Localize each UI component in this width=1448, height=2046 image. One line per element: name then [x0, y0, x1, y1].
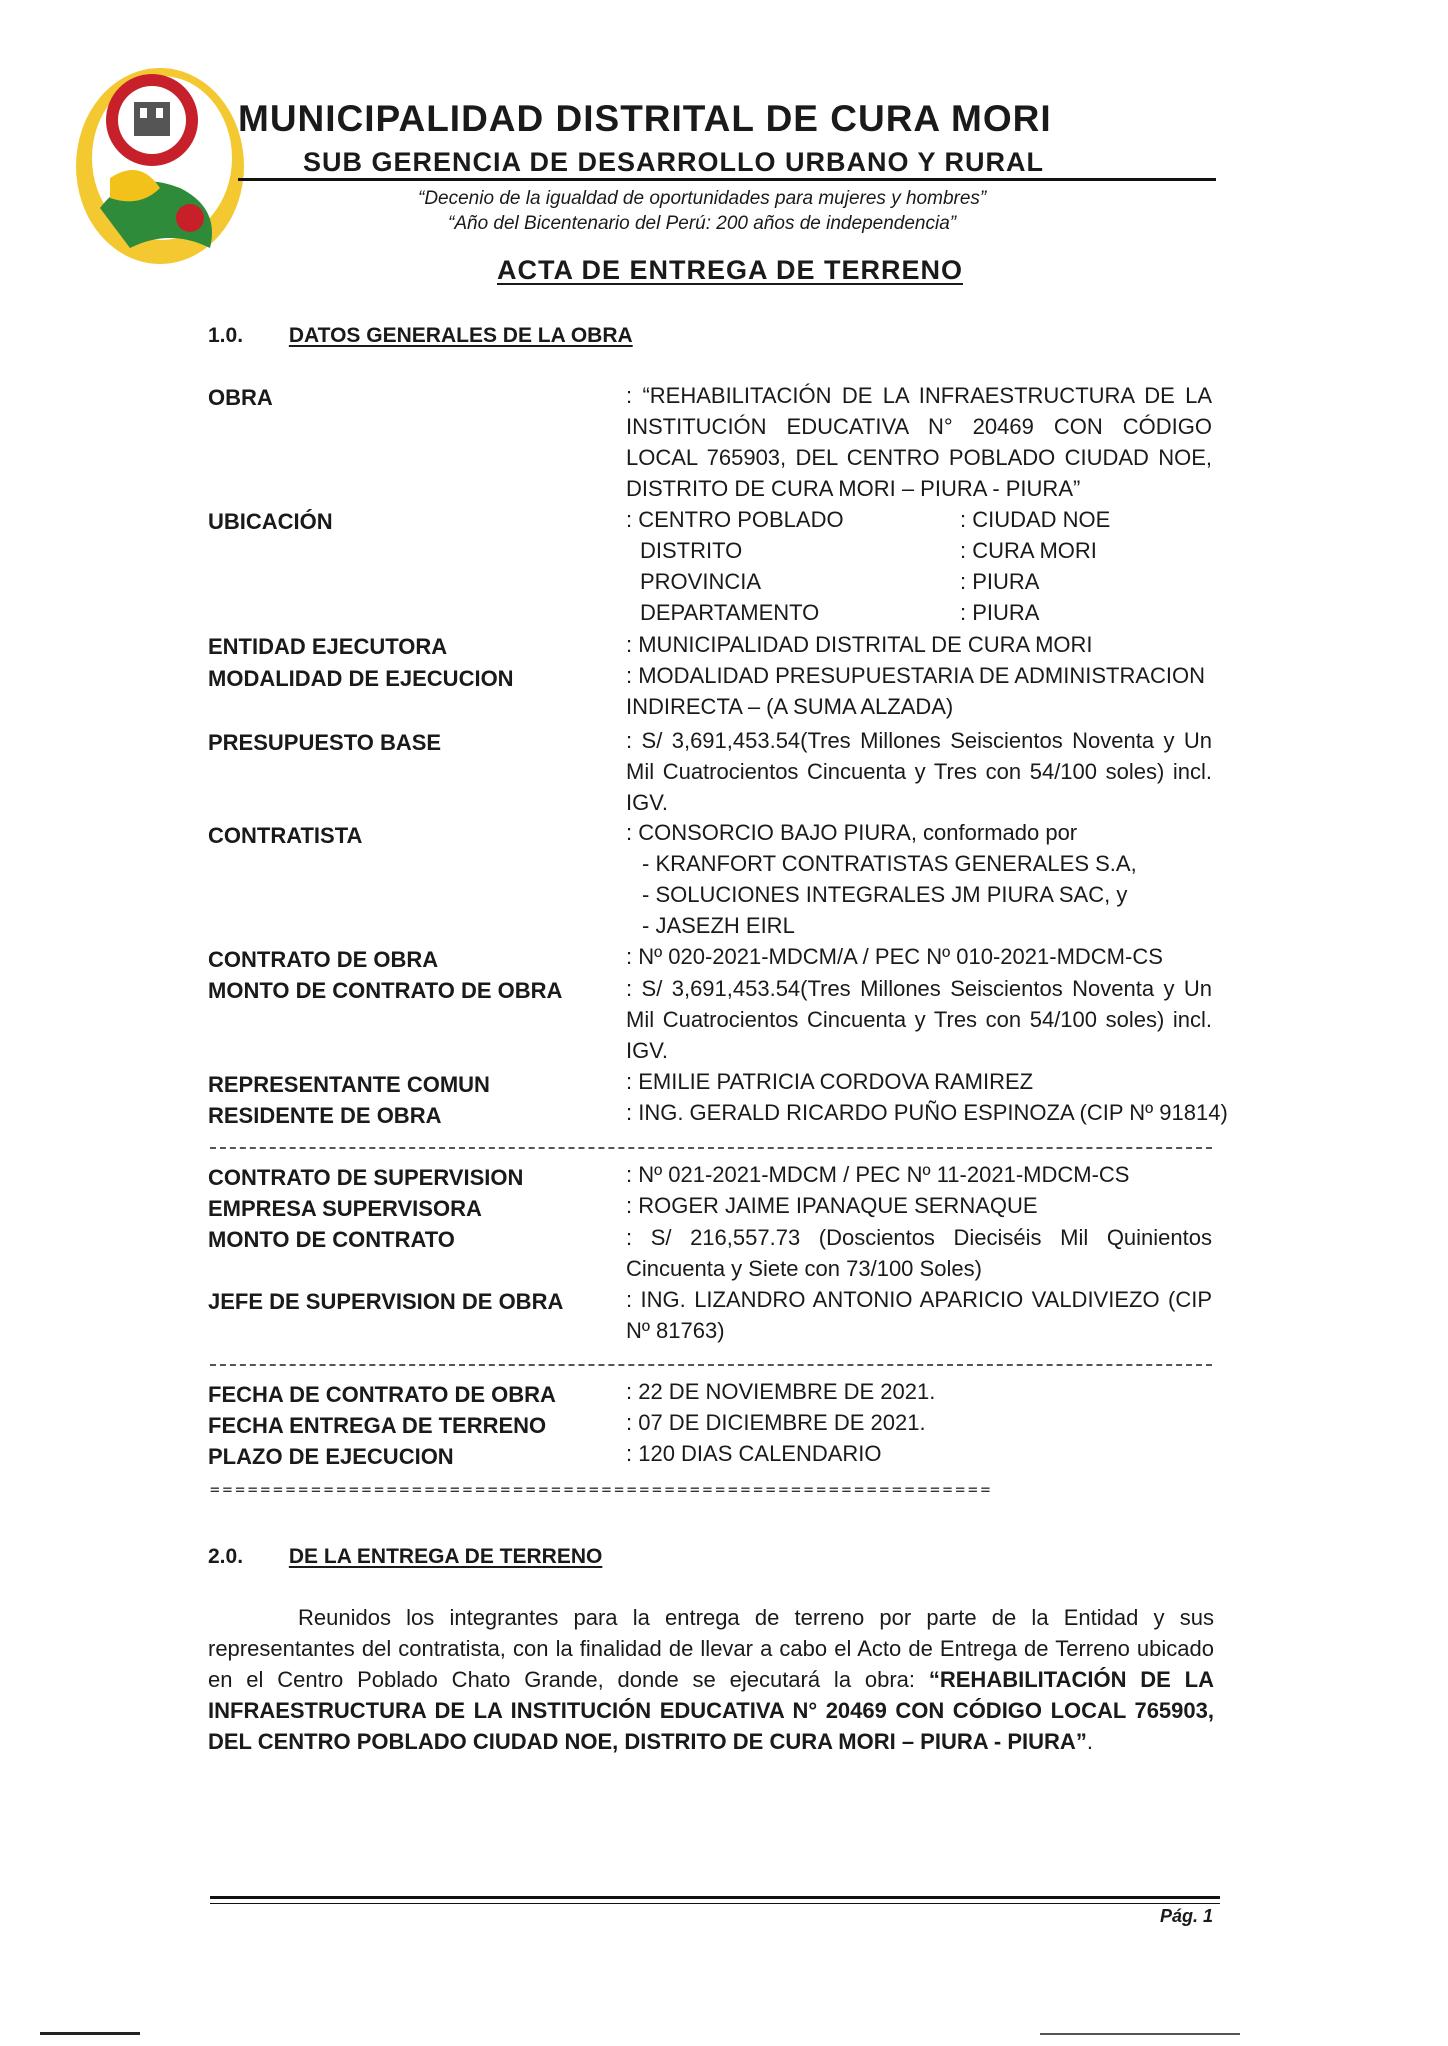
- monto-obra-value: : S/ 3,691,453.54(Tres Millones Seiscientos Noventa y Un Mil Cuatrocientos Cincuenta y Tres con 54/100 soles) incl. IGV.: [626, 976, 1212, 1063]
- representante-value: : EMILIE PATRICIA CORDOVA RAMIREZ: [626, 1069, 1034, 1094]
- jefe-supervision-label: JEFE DE SUPERVISION DE OBRA: [208, 1289, 564, 1314]
- presupuesto-value: : S/ 3,691,453.54(Tres Millones Seiscientos Noventa y Un Mil Cuatrocientos Cincuenta y Tres con 54/100 soles) incl. IGV.: [626, 728, 1212, 815]
- section-1-title: DATOS GENERALES DE LA OBRA: [288, 324, 633, 347]
- ubicacion-departamento-value: : PIURA: [960, 600, 1040, 625]
- section-1-heading: [208, 324, 633, 348]
- municipality-subtitle: SUB GERENCIA DE DESARROLLO URBANO Y RURAL: [303, 147, 1045, 177]
- contratista-member: - SOLUCIONES INTEGRALES JM PIURA SAC, y: [642, 882, 1128, 907]
- modalidad-value-line1: : MODALIDAD PRESUPUESTARIA DE ADMINISTRACION: [626, 663, 1206, 688]
- empresa-supervisora-label: EMPRESA SUPERVISORA: [208, 1196, 482, 1221]
- entidad-value: : MUNICIPALIDAD DISTRITAL DE CURA MORI: [626, 632, 1093, 657]
- footer-rule-thin: [210, 1903, 1220, 1904]
- monto-contrato-value: : S/ 216,557.73 (Doscientos Dieciséis Mil Quinientos Cincuenta y Siete con 73/100 Soles): [626, 1225, 1212, 1281]
- dashed-divider: [210, 1147, 1212, 1149]
- contratista-member: - KRANFORT CONTRATISTAS GENERALES S.A,: [642, 851, 1137, 876]
- empresa-supervisora-value: : ROGER JAIME IPANAQUE SERNAQUE: [626, 1193, 1038, 1218]
- contrato-obra-label: CONTRATO DE OBRA: [208, 947, 439, 972]
- paragraph-end: .: [1086, 1729, 1093, 1754]
- scan-artifact: [40, 2032, 140, 2035]
- header-rule: [238, 178, 1216, 181]
- municipal-logo: [70, 58, 250, 268]
- contrato-obra-value: : Nº 020-2021-MDCM/A / PEC Nº 010-2021-MDCM-CS: [626, 944, 1163, 969]
- double-divider: ==============================================================: [210, 1484, 994, 1496]
- fecha-contrato-value: : 22 DE NOVIEMBRE DE 2021.: [626, 1379, 936, 1404]
- section-2-title: DE LA ENTREGA DE TERRENO: [288, 1545, 603, 1568]
- jefe-supervision-value: : ING. LIZANDRO ANTONIO APARICIO VALDIVIEZO (CIP Nº 81763): [626, 1287, 1212, 1343]
- ubicacion-departamento-key: DEPARTAMENTO: [640, 600, 820, 625]
- page-number: Pág. 1: [1160, 1906, 1214, 1926]
- paragraph-text: Reunidos los integrantes para la entrega de terreno por parte de la Entidad y sus representantes del contratista, con la finalidad de llevar a cabo el Acto de Entrega de Terreno ubicado en el Centro Poblado Chato Grande, donde se ejecutará la obra:: [208, 1605, 1214, 1692]
- ubicacion-distrito-value: : CURA MORI: [960, 538, 1097, 563]
- document-title: [0, 255, 1448, 286]
- dashed-divider: [210, 1364, 1212, 1366]
- representante-label: REPRESENTANTE COMUN: [208, 1072, 490, 1097]
- modalidad-value-line2: INDIRECTA – (A SUMA ALZADA): [626, 694, 954, 719]
- ubicacion-centro-value: : CIUDAD NOE: [960, 507, 1111, 532]
- plazo-value: : 120 DIAS CALENDARIO: [626, 1441, 882, 1466]
- residente-label: RESIDENTE DE OBRA: [208, 1103, 442, 1128]
- obra-value: : “REHABILITACIÓN DE LA INFRAESTRUCTURA DE LA INSTITUCIÓN EDUCATIVA N° 20469 CON CÓDIGO LOCAL 765903, DEL CENTRO POBLADO CIUDAD NOE, DISTRITO DE CURA MORI – PIURA - PIURA”: [626, 383, 1212, 501]
- ubicacion-provincia-value: : PIURA: [960, 569, 1040, 594]
- contratista-value: : CONSORCIO BAJO PIURA, conformado por: [626, 820, 1078, 845]
- contrato-supervision-label: CONTRATO DE SUPERVISION: [208, 1165, 524, 1190]
- modalidad-label: MODALIDAD DE EJECUCION: [208, 666, 514, 691]
- presupuesto-label: PRESUPUESTO BASE: [208, 730, 442, 755]
- monto-obra-label: MONTO DE CONTRATO DE OBRA: [208, 978, 563, 1003]
- entrega-paragraph: [208, 1602, 1214, 1757]
- motto-decade: “Decenio de la igualdad de oportunidades para mujeres y hombres”: [418, 188, 987, 209]
- footer-rule: [210, 1896, 1220, 1899]
- contratista-label: CONTRATISTA: [208, 823, 363, 848]
- contrato-supervision-value: : Nº 021-2021-MDCM / PEC Nº 11-2021-MDCM-CS: [626, 1162, 1130, 1187]
- ubicacion-distrito-key: DISTRITO: [640, 538, 743, 563]
- monto-contrato-label: MONTO DE CONTRATO: [208, 1227, 455, 1252]
- fecha-entrega-label: FECHA ENTREGA DE TERRENO: [208, 1413, 547, 1438]
- ubicacion-provincia-key: PROVINCIA: [640, 569, 762, 594]
- document-title-text: ACTA DE ENTREGA DE TERRENO: [496, 255, 963, 285]
- obra-label: OBRA: [208, 385, 273, 410]
- municipality-title: MUNICIPALIDAD DISTRITAL DE CURA MORI: [238, 98, 1052, 139]
- residente-value: : ING. GERALD RICARDO PUÑO ESPINOZA (CIP Nº 91814): [626, 1100, 1228, 1125]
- section-2-number: 2.0.: [208, 1545, 244, 1568]
- plazo-label: PLAZO DE EJECUCION: [208, 1444, 454, 1469]
- fecha-entrega-value: : 07 DE DICIEMBRE DE 2021.: [626, 1410, 926, 1435]
- ubicacion-label: UBICACIÓN: [208, 509, 333, 534]
- motto-year: “Año del Bicentenario del Perú: 200 años de independencia”: [448, 213, 957, 234]
- ubicacion-centro-key: : CENTRO POBLADO: [626, 507, 844, 532]
- entidad-label: ENTIDAD EJECUTORA: [208, 634, 448, 659]
- paragraph-bold-obra: “REHABILITACIÓN DE LA INFRAESTRUCTURA DE LA INSTITUCIÓN EDUCATIVA N° 20469 CON CÓDIGO LOCAL 765903, DEL CENTRO POBLADO CIUDAD NOE, DISTRITO DE CURA MORI – PIURA - PIURA”: [208, 1667, 1215, 1754]
- section-2-heading: [208, 1545, 602, 1569]
- scan-artifact: [1040, 2033, 1240, 2035]
- contratista-member: - JASEZH EIRL: [642, 913, 795, 938]
- fecha-contrato-label: FECHA DE CONTRATO DE OBRA: [208, 1382, 556, 1407]
- section-1-number: 1.0.: [208, 324, 244, 347]
